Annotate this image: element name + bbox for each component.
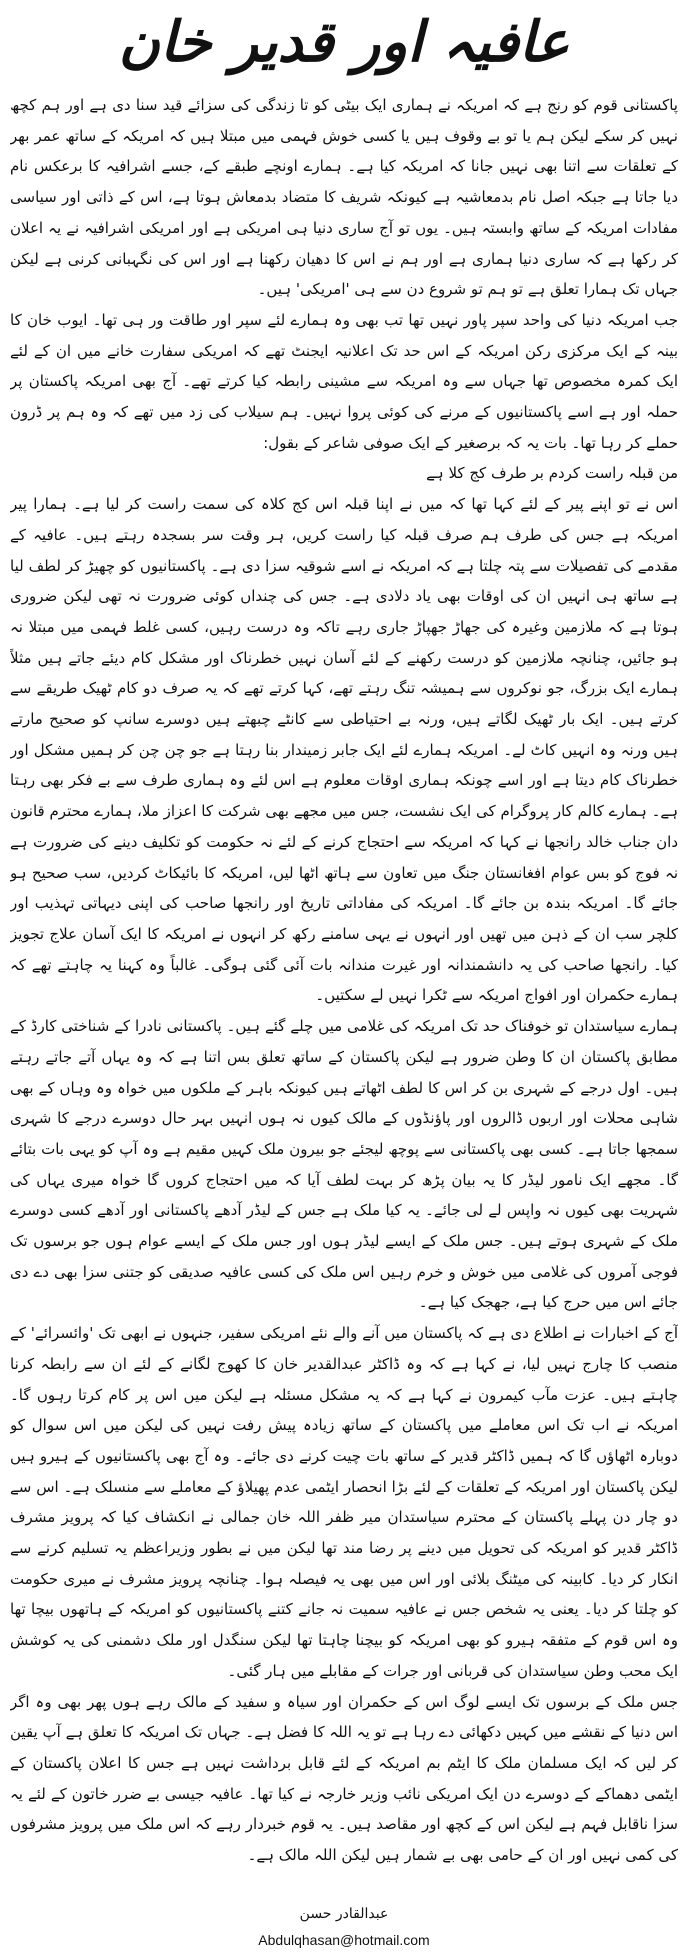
author-email: Abdulqhasan@hotmail.com: [258, 1932, 430, 1948]
paragraph-5: آج کے اخبارات نے اطلاع دی ہے کہ پاکستان میں آنے والے نئے امریکی سفیر، جنہوں نے ابھی تک 'وائسرائے' کے منصب کا چارج نہیں لیا، نے کہا ہے کہ وہ ڈاکٹر عبدالقدیر خان کا کھوج لگانے کے لئے ان سے رابطہ کرنا چاہتے ہیں۔ عزت مآب کیمرون نے کہا ہے کہ یہ مشکل مسئلہ ہے لیکن میں اس پر کام کرتا رہوں گا۔ امریکہ نے اب تک اس معاملے میں پاکستان کے ساتھ زیادہ پیش رفت نہیں کی لیکن میں اس سوال کو دوبارہ اٹھاؤں گا کہ ہمیں ڈاکٹر قدیر کے ساتھ بات چیت کرنے دی جائے۔ وہ آج بھی پاکستانیوں کے ہیرو ہیں لیکن پاکستان اور امریکہ کے تعلقات کے لئے بڑا انحصار ایٹمی عدم پھیلاؤ کے معاملے سے منسلک ہے۔ اس سے دو چار دن پہلے پاکستان کے محترم سیاستدان میر ظفر اللہ خان جمالی نے انکشاف کیا کہ پرویز مشرف ڈاکٹر قدیر کو امریکہ کی تحویل میں دینے پر رضا مند تھا لیکن میں نے بطور وزیراعظم یہ تسلیم کرنے سے انکار کر دیا۔ کابینہ کی میٹنگ بلائی اور اس میں بھی یہ فیصلہ ہوا۔ چنانچہ پرویز مشرف نے میری حکومت کو چلتا کر دیا۔ یعنی یہ شخص جس نے عافیہ سمیت نہ جانے کتنے پاکستانیوں کو امریکہ کے ہاتھوں بیچا تھا وہ اس قوم کے متفقہ ہیرو کو بھی امریکہ کو بیچنا چاہتا تھا لیکن سنگدل اور ملک دشمنی کی یہ کوشش ایک محب وطن سیاستدان کی قربانی اور جرات کے مقابلے میں ہار گئی۔: [10, 1324, 678, 1680]
verse-quote: من قبلہ راست کردم بر طرف کج کلا ہے: [426, 464, 678, 483]
article-body: [10, 90, 678, 1870]
paragraph-1: پاکستانی قوم کو رنج ہے کہ امریکہ نے ہماری ایک بیٹی کو تا زندگی کی سزائے قید سنا دی ہے اور ہم کچھ نہیں کر سکے لیکن ہم یا تو بے وقوف ہیں یا کسی خوش فہمی میں مبتلا ہیں کہ امریکہ کے ساتھ عمر بھر کے تعلقات سے اتنا بھی نہیں جانا کہ امریکہ کیا ہے۔ ہمارے اونچے طبقے کے، جسے اشرافیہ کا برعکس نام دیا جاتا ہے جبکہ اصل نام بدمعاشیہ ہے کیونکہ شریف کا متضاد بدمعاش ہوتا ہے، اس کے ذاتی اور سیاسی مفادات امریکہ کے ساتھ وابستہ ہیں۔ یوں تو آج ساری دنیا ہی امریکی ہے اور امریکی اشرافیہ نے یہ اعلان کر رکھا ہے کہ ساری دنیا ہماری ہے اور ہم نے اس کا دھیان رکھنا ہے اور اس کی نگہبانی کرنی ہے لیکن جہاں تک ہمارا تعلق ہے تو ہم تو شروع دن سے ہی 'امریکی' ہیں۔: [10, 96, 678, 299]
paragraph-4: ہمارے سیاستدان تو خوفناک حد تک امریکہ کی غلامی میں چلے گئے ہیں۔ پاکستانی نادرا کے شناختی کارڈ کے مطابق پاکستان ان کا وطن ضرور ہے لیکن پاکستان کے ساتھ تعلق بس اتنا ہے کہ وہ یہاں آتے جاتے رہتے ہیں۔ اول درجے کے شہری بن کر اس کا لطف اٹھاتے ہیں کیونکہ باہر کے ملکوں میں خواہ وہ وہاں کے بھی شاہی محلات اور اربوں ڈالروں اور پاؤنڈوں کے مالک کیوں نہ ہوں انہیں بہر حال دوسرے درجے کا شہری سمجھا جاتا ہے۔ کسی بھی پاکستانی سے پوچھ لیجئے جو بیرون ملک کہیں مقیم ہے وہ آپ کو یہی بات بتائے گا۔ مجھے ایک نامور لیڈر کا یہ بیان پڑھ کر بہت لطف آیا کہ میں احتجاج کروں گا خواہ میری یہاں کی شہریت بھی کیوں نہ واپس لے لی جائے۔ یہ کیا ملک ہے جس کے لیڈر آدھے پاکستانی اور آدھے کسی دوسرے ملک کے شہری ہوتے ہیں۔ جس ملک کے ایسے لیڈر ہوں اور جس ملک کے ایسے عوام ہوں جو برسوں تک فوجی آمروں کی غلامی میں خوش و خرم رہیں اس ملک کی کسی عافیہ صدیقی کو جتنی سزا بھی دے دی جائے اس میں حرج کیا ہے، جھجک کیا ہے۔: [10, 1017, 678, 1312]
paragraph-2: جب امریکہ دنیا کی واحد سپر پاور نہیں تھا تب بھی وہ ہمارے لئے سپر اور طاقت ور ہی تھا۔ ایوب خان کا بینہ کے ایک مرکزی رکن امریکہ کے اس حد تک اعلانیہ ایجنٹ تھے کہ امریکی سفارت خانے میں ان کے لئے ایک کمرہ مخصوص تھا جہاں سے وہ امریکہ سے مشینی رابطہ کیا کرتے تھے۔ آج بھی امریکہ پاکستان پر حملہ اور ہے اسے پاکستانیوں کے مرنے کی کوئی پروا نہیں۔ ہم سیلاب کی زد میں تھے کہ وہ ہم پر ڈرون حملے کر رہا تھا۔ بات یہ کہ برصغیر کے ایک صوفی شاعر کے بقول:: [10, 310, 678, 452]
article-title: عافیہ اور قدیر خان: [118, 9, 570, 75]
paragraph-3: اس نے تو اپنے پیر کے لئے کہا تھا کہ میں نے اپنا قبلہ اس کج کلاہ کی سمت راست کر لیا ہے۔ ہمارا پیر امریکہ ہے جس کی طرف ہم صرف قبلہ کیا راست کریں، ہر وقت سر بسجدہ رہتے ہیں۔ عافیہ کے مقدمے کی تفصیلات سے پتہ چلتا ہے کہ امریکہ نے اسے شوقیہ سزا دی ہے۔ پاکستانیوں کو چھیڑ کر لطف لیا ہے ساتھ ہی انہیں ان کی اوقات بھی یاد دلادی ہے۔ جس کی چنداں کوئی ضرورت نہ تھی لیکن ضروری ہوتا ہے کہ ملازمین وغیرہ کی جھاڑ جھپاڑ جاری رہے تاکہ وہ درست رہیں، کسی غلط فہمی میں مبتلا نہ ہو جائیں، چنانچہ ملازمین کو درست رکھنے کے لئے آسان نہیں خطرناک اور مشکل کام دیئے جاتے ہیں مثلاً ہمارے ایک بزرگ، جو نوکروں سے ہمیشہ تنگ رہتے تھے، کہا کرتے تھے کہ یہ صرف دو کام ٹھیک طریقے سے کرتے ہیں۔ ایک بار ٹھیک لگاتے ہیں، ورنہ بے احتیاطی سے کانٹے چبھتے ہیں دوسرے سانپ کو صحیح مارتے ہیں ورنہ وہ انہیں کاٹ لے۔ امریکہ ہمارے لئے ایک جابر زمیندار بنا رہتا ہے جو چن چن کر ہمیں مشکل اور خطرناک کام دیتا ہے اور اسے چونکہ ہماری اوقات معلوم ہے اس لئے وہ ہماری طرف سے بے فکر بھی رہتا ہے۔ ہمارے کالم کار پروگرام کی ایک نشست، جس میں مجھے بھی شرکت کا اعزاز ملا، ہمارے محترم قانون دان جناب خالد رانجھا نے کہا کہ امریکہ سے احتجاج کرنے کے لئے نہ حکومت کو تکلیف دینے کی ضرورت ہے نہ فوج کو بس عوام افغانستان جنگ میں تعاون سے ہاتھ اٹھا لیں، امریکہ کا بائیکاٹ کردیں، سب صحیح ہو جائے گا۔ امریکہ بندہ بن جائے گا۔ امریکہ کی مفاداتی تاریخ اور رانجھا صاحب کی اپنی دیہاتی تہذیب اور کلچر سب ان کے ذہن میں تھیں اور انہوں نے یہی سامنے رکھ کر انہوں نے امریکہ کا ایک آسان علاج تجویز کیا۔ رانجھا صاحب کی یہ دانشمندانہ اور غیرت مندانہ بات آئی گئی ہوگی۔ غالباً وہ کہنا یہ چاہتے تھے کہ ہمارے حکمران اور افواج امریکہ سے ٹکرا نہیں لے سکتیں۔: [10, 495, 678, 1005]
author-name: عبدالقادر حسن: [299, 1906, 389, 1922]
paragraph-6: جس ملک کے برسوں تک ایسے لوگ اس کے حکمران اور سیاہ و سفید کے مالک رہے ہوں پھر بھی وہ اگر اس دنیا کے نقشے میں کہیں دکھائی دے رہا ہے تو یہ اللہ کا فضل ہے۔ جہاں تک امریکہ کا تعلق ہے آپ یقین کر لیں کہ ایک مسلمان ملک کا ایٹم بم امریکہ کے لئے قابل برداشت نہیں ہے جس کا اعلان پاکستان کے ایٹمی دھماکے کے دوسرے دن ایک امریکی نائب وزیر خارجہ نے کیا تھا۔ عافیہ جیسی بے ضرر خاتون کے لئے یہ سزا ناقابل فہم ہے لیکن اس کے کچھ اور مقاصد ہیں۔ یہ قوم خبردار رہے کہ اس ملک میں پرویز مشرفوں کی کمی نہیں اور ان کے حامی بھی بے شمار ہیں لیکن اللہ مالک ہے۔: [10, 1692, 678, 1865]
